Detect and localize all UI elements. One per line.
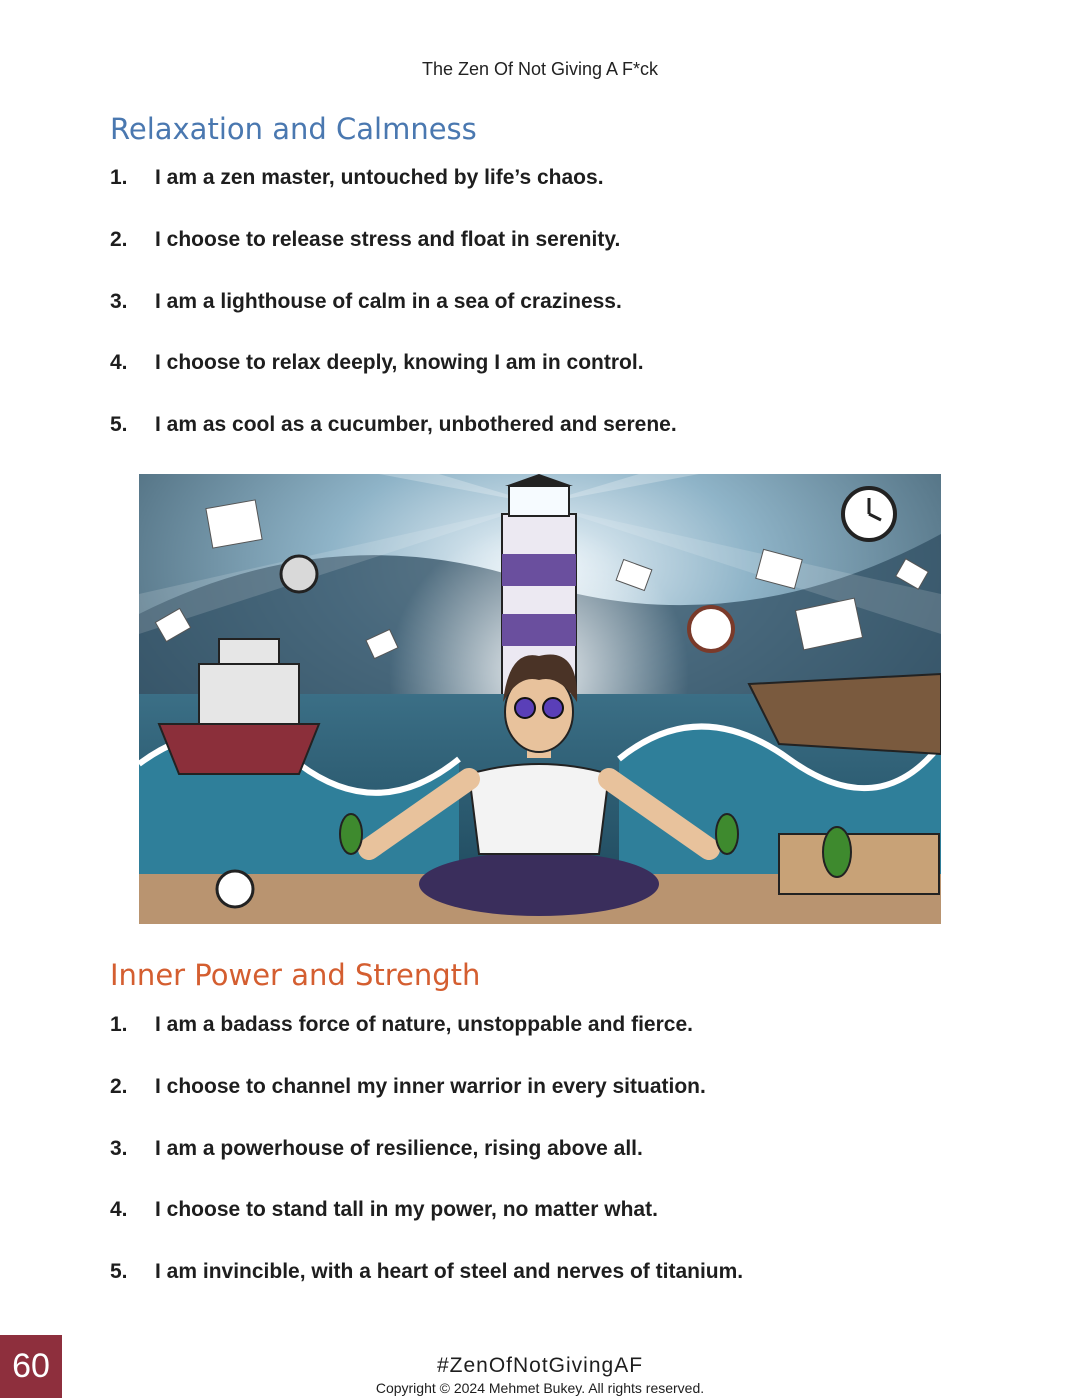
section-title-relaxation: Relaxation and Calmness — [110, 112, 477, 146]
list-item — [110, 166, 1010, 228]
item-number: 2. — [110, 227, 128, 251]
affirmation-list-relaxation — [110, 166, 1010, 475]
item-text: I choose to stand tall in my power, no matter what. — [155, 1198, 658, 1222]
item-number: 5. — [110, 1260, 128, 1284]
item-text: I am a lighthouse of calm in a sea of craziness. — [155, 289, 622, 313]
item-text: I am a powerhouse of resilience, rising above all. — [155, 1136, 643, 1160]
affirmation-list-inner-power — [110, 1013, 1010, 1322]
item-number: 4. — [110, 351, 128, 375]
item-text: I choose to relax deeply, knowing I am in control. — [155, 351, 644, 375]
item-text: I am a zen master, untouched by life’s chaos. — [155, 166, 604, 189]
section-title-inner-power: Inner Power and Strength — [110, 958, 481, 992]
page-number-badge: 60 — [0, 1335, 62, 1398]
list-item — [110, 1075, 1010, 1137]
list-item — [110, 290, 1010, 352]
item-number: 3. — [110, 1136, 128, 1160]
item-number: 2. — [110, 1074, 128, 1098]
item-number: 1. — [110, 1013, 128, 1036]
item-text: I am invincible, with a heart of steel and nerves of titanium. — [155, 1260, 744, 1284]
item-number: 4. — [110, 1198, 128, 1222]
list-item — [110, 1198, 1010, 1260]
list-item — [110, 1137, 1010, 1199]
running-title: The Zen Of Not Giving A F*ck — [421, 59, 659, 79]
list-item — [110, 1260, 1010, 1322]
illustration-svg — [139, 474, 941, 924]
item-text: I choose to release stress and float in serenity. — [155, 227, 621, 251]
item-number: 5. — [110, 413, 128, 437]
footer-copyright: Copyright © 2024 Mehmet Bukey. All rights reserved. — [375, 1380, 705, 1396]
item-text: I choose to channel my inner warrior in every situation. — [155, 1074, 706, 1098]
item-text: I am as cool as a cucumber, unbothered and serene. — [155, 413, 677, 437]
footer-hashtag: #ZenOfNotGivingAF — [436, 1354, 644, 1377]
list-item — [110, 1013, 1010, 1075]
item-number: 1. — [110, 166, 128, 189]
meditating-man-lighthouse-illustration — [139, 474, 941, 924]
item-text: I am a badass force of nature, unstoppable and fierce. — [155, 1013, 693, 1036]
list-item — [110, 351, 1010, 413]
item-number: 3. — [110, 289, 128, 313]
list-item — [110, 228, 1010, 290]
list-item — [110, 413, 1010, 475]
